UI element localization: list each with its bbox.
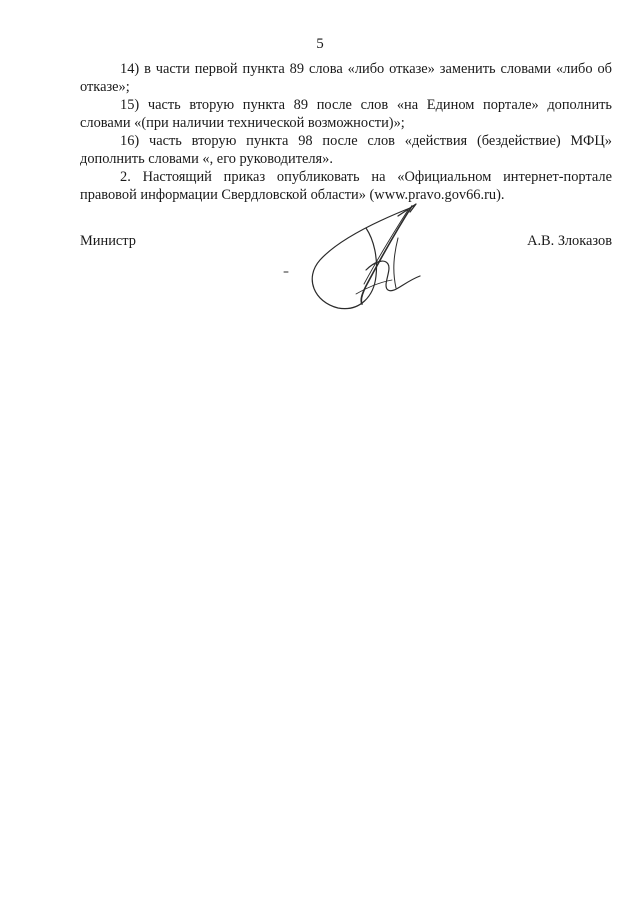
page-number: 5 <box>316 36 324 52</box>
signatory-title: Министр <box>80 233 136 249</box>
paragraph-item-15: 15) часть вторую пункта 89 после слов «на Едином портале» дополнить словами «(при наличии технической возможности)»; <box>80 97 612 131</box>
paragraph-item-16: 16) часть вторую пункта 98 после слов «действия (бездействие) МФЦ» дополнить словами «, его руководителя». <box>80 133 612 167</box>
signatory-name: А.В. Злоказов <box>527 233 612 249</box>
paragraph-item-14: 14) в части первой пункта 89 слова «либо отказе» заменить словами «либо об отказе»; <box>80 61 612 95</box>
document-body <box>80 60 612 204</box>
paragraph-publication: 2. Настоящий приказ опубликовать на «Официальном интернет-портале правовой информации Свердловской области» (www.pravo.gov66.ru). <box>80 169 612 203</box>
handwritten-signature-icon <box>270 198 440 318</box>
